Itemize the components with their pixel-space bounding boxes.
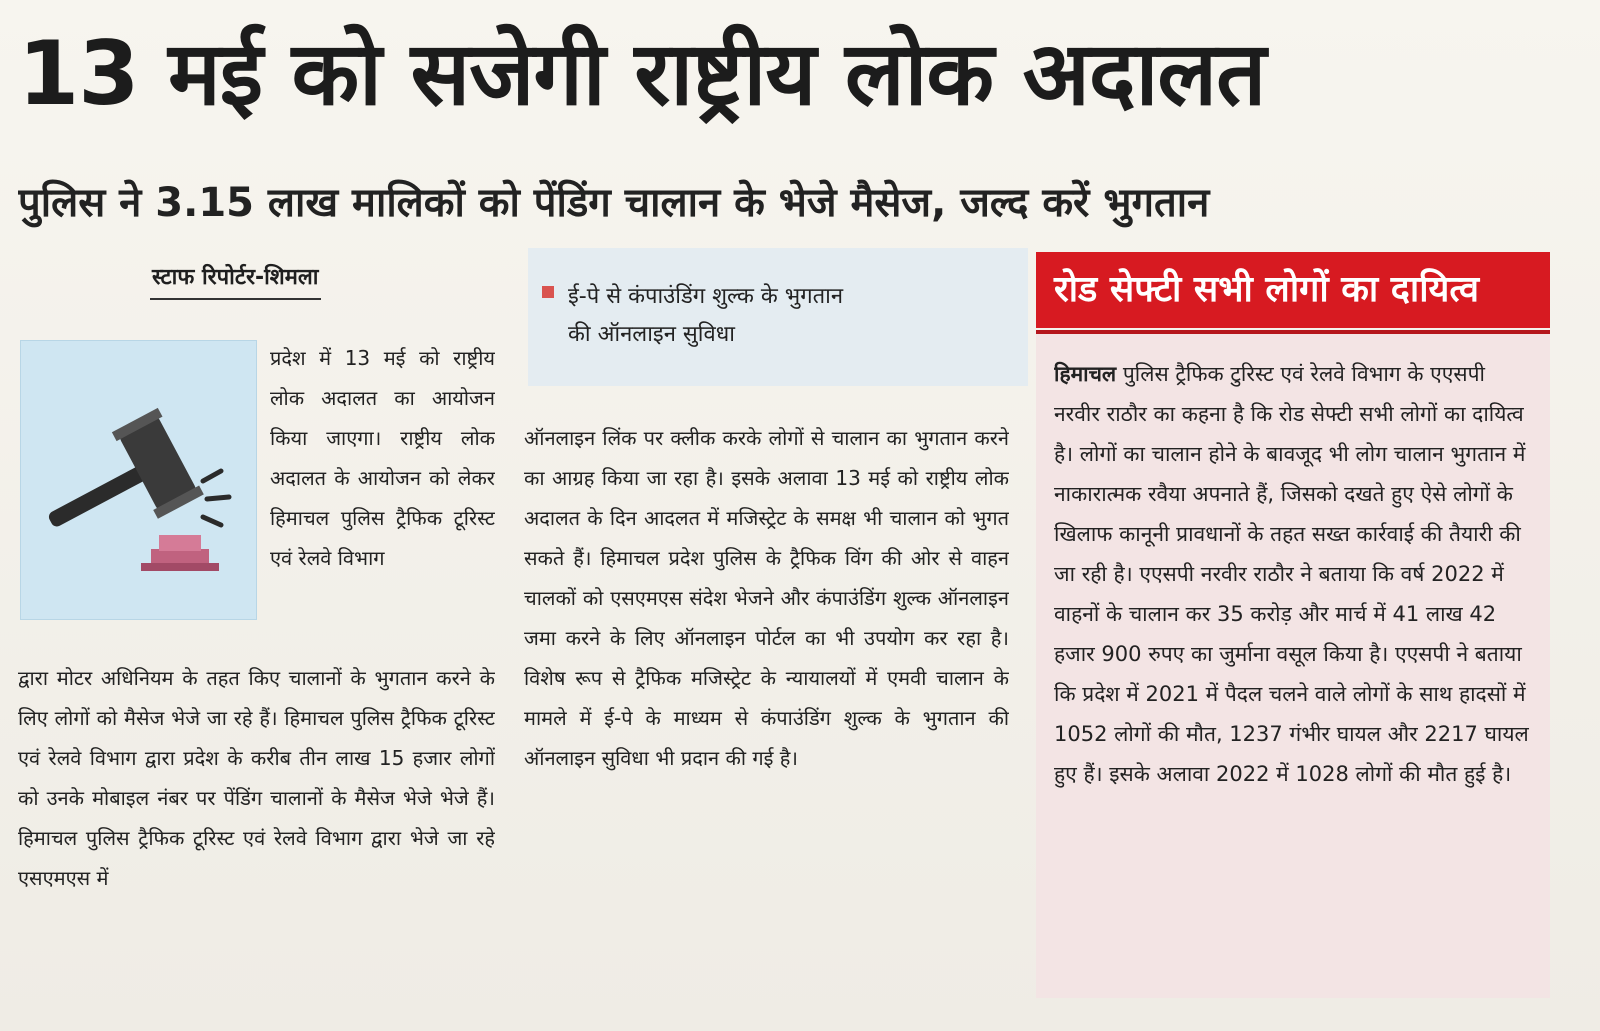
info-box-text: ई-पे से कंपाउंडिंग शुल्क के भुगतान की ऑनलाइन सुविधा xyxy=(568,284,844,347)
byline: स्टाफ रिपोर्टर-शिमला xyxy=(150,258,321,300)
square-bullet-icon xyxy=(542,286,554,298)
article-column-1-wrap: प्रदेश में 13 मई को राष्ट्रीय लोक अदालत का आयोजन किया जाएगा। राष्ट्रीय लोक अदालत के आयोजन को लेकर हिमाचल पुलिस ट्रैफिक टूरिस्ट एवं रेलवे विभाग xyxy=(270,346,495,570)
sidebar-lead-word: हिमाचल xyxy=(1054,362,1117,386)
sidebar-box xyxy=(1036,330,1550,998)
info-box xyxy=(528,248,1028,386)
sidebar-heading: रोड सेफ्टी सभी लोगों का दायित्व xyxy=(1036,252,1550,328)
subheadline: पुलिस ने 3.15 लाख मालिकों को पेंडिंग चालान के भेजे मैसेज, जल्द करें भुगतान xyxy=(18,180,1210,226)
sidebar-text: पुलिस ट्रैफिक टुरिस्ट एवं रेलवे विभाग के एएसपी नरवीर राठौर का कहना है कि रोड सेफ्टी सभी लोगों का दायित्व है। लोगों का चालान होने के बावजूद भी लोग चालान भुगतान में नाकारात्मक रवैया अपनाते हैं, जिसको दखते हुए ऐसे लोगों के खिलाफ कानूनी प्रावधानों के तहत सख्त कार्रवाई की तैयारी की जा रही है। एएसपी नरवीर राठौर ने बताया कि वर्ष 2022 में वाहनों के चालान कर 35 करोड़ और मार्च में 41 लाख 42 हजार 900 रुपए का जुर्माना वसूल किया है। एएसपी ने बताया कि प्रदेश में 2021 में पैदल चलने वाले लोगों के साथ हादसों में 1052 लोगों की मौत, 1237 गंभीर घायल और 2217 घायल हुए हैं। इसके अलावा 2022 में 1028 लोगों की मौत हुई है। xyxy=(1054,362,1529,786)
article-column-1: द्वारा मोटर अधिनियम के तहत किए चालानों के भुगतान करने के लिए लोगों को मैसेज भेजे जा रहे हैं। हिमाचल पुलिस ट्रैफिक टूरिस्ट एवं रेलवे विभाग द्वारा प्रदेश के करीब तीन लाख 15 हजार लोगों को उनके मोबाइल नंबर पर पेंडिंग चालानों के मैसेज भेजे भेजे हैं। हिमाचल पुलिस ट्रैफिक टूरिस्ट एवं रेलवे विभाग द्वारा भेजे जा रहे एसएमएस में xyxy=(18,666,495,890)
sidebar-body xyxy=(1054,354,1536,994)
article-column-2: ऑनलाइन लिंक पर क्लीक करके लोगों से चालान का भुगतान करने का आग्रह किया जा रहा है। इसके अलावा 13 मई को राष्ट्रीय लोक अदालत के दिन आदलत में मजिस्ट्रेट के समक्ष भी चालान को भुगत सकते हैं। हिमाचल प्रदेश पुलिस के ट्रैफिक विंग की ओर से वाहन चालकों को एसएमएस संदेश भेजने और कंपाउंडिंग शुल्क ऑनलाइन जमा करने के लिए ऑनलाइन पोर्टल का भी उपयोग कर रहा है। विशेष रूप से ट्रैफिक मजिस्ट्रेट के न्यायालयों में एमवी चालान के मामले में ई-पे के माध्यम से कंपाउंडिंग शुल्क के भुगतान की ऑनलाइन सुविधा भी प्रदान की गई है। xyxy=(524,426,1009,770)
gavel-icon xyxy=(20,340,257,620)
headline: 13 मई को सजेगी राष्ट्रीय लोक अदालत xyxy=(18,22,1266,125)
